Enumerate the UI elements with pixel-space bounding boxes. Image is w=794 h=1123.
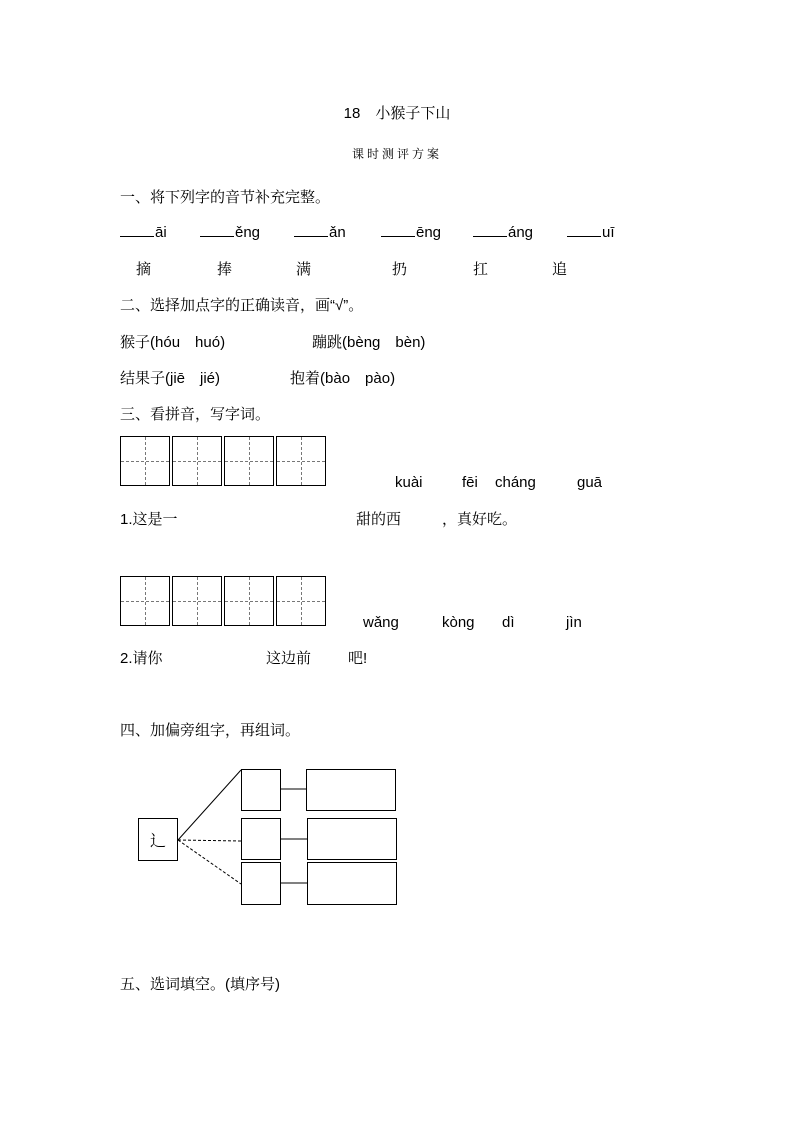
sentence-1-suffix: ，真好吃。 — [442, 511, 518, 528]
syllable-3: ǎn — [329, 224, 346, 241]
pinyin-1-3: cháng — [495, 474, 536, 491]
reading-word-4: 抱着 — [290, 370, 321, 387]
reading-options-4: (bào pào) — [320, 370, 396, 387]
char-4: 扔 — [392, 261, 408, 278]
section-3-heading: 三、看拼音，写字词。 — [120, 406, 271, 423]
reading-word-3: 结果子 — [120, 370, 166, 387]
word-box-1[interactable] — [306, 769, 396, 811]
radical-char: 辶 — [149, 833, 166, 850]
syllable-2: ěng — [235, 224, 261, 241]
sentence-2-suffix: 吧! — [348, 650, 368, 667]
word-box-2[interactable] — [307, 818, 397, 860]
pinyin-2-1: wǎng — [363, 614, 399, 631]
page-subtitle: 课时测评方案 — [351, 147, 442, 161]
pinyin-1-2: fēi — [462, 474, 478, 491]
pinyin-1-4: guā — [577, 474, 603, 491]
section-1-heading: 一、将下列字的音节补充完整。 — [120, 189, 331, 206]
pinyin-2-3: dì — [502, 614, 515, 631]
word-box-3[interactable] — [307, 862, 397, 905]
section-5-heading: 五、选词填空。(填序号) — [120, 976, 280, 993]
reading-word-2: 蹦跳 — [312, 334, 343, 351]
char-1: 摘 — [136, 261, 152, 278]
reading-options-3: (jiē jié) — [165, 370, 221, 387]
sentence-1-middle: 甜的西 — [356, 511, 402, 528]
syllable-4: ēng — [416, 224, 442, 241]
sentence-1-prefix: 1.这是一 — [120, 511, 178, 528]
reading-options-1: (hóu huó) — [150, 334, 226, 351]
pinyin-2-2: kòng — [442, 614, 475, 631]
char-2: 捧 — [217, 261, 233, 278]
radical-box — [138, 818, 178, 861]
syllable-6: uī — [602, 224, 615, 241]
char-box-1[interactable] — [241, 769, 281, 811]
sentence-2-middle: 这边前 — [266, 650, 312, 667]
section-2-heading: 二、选择加点字的正确读音，画“√”。 — [120, 297, 364, 314]
reading-word-1: 猴子 — [120, 334, 151, 351]
reading-options-2: (bèng bèn) — [342, 334, 426, 351]
sentence-2-prefix: 2.请你 — [120, 650, 163, 667]
page-title: 18 小猴子下山 — [343, 105, 451, 122]
syllable-5: áng — [508, 224, 534, 241]
pinyin-2-4: jìn — [566, 614, 582, 631]
syllable-1: āi — [155, 224, 167, 241]
section-4-heading: 四、加偏旁组字，再组词。 — [120, 722, 301, 739]
char-box-2[interactable] — [241, 818, 281, 860]
char-6: 追 — [552, 261, 568, 278]
char-box-3[interactable] — [241, 862, 281, 905]
char-3: 满 — [296, 261, 312, 278]
char-5: 扛 — [473, 261, 489, 278]
pinyin-1-1: kuài — [395, 474, 423, 491]
